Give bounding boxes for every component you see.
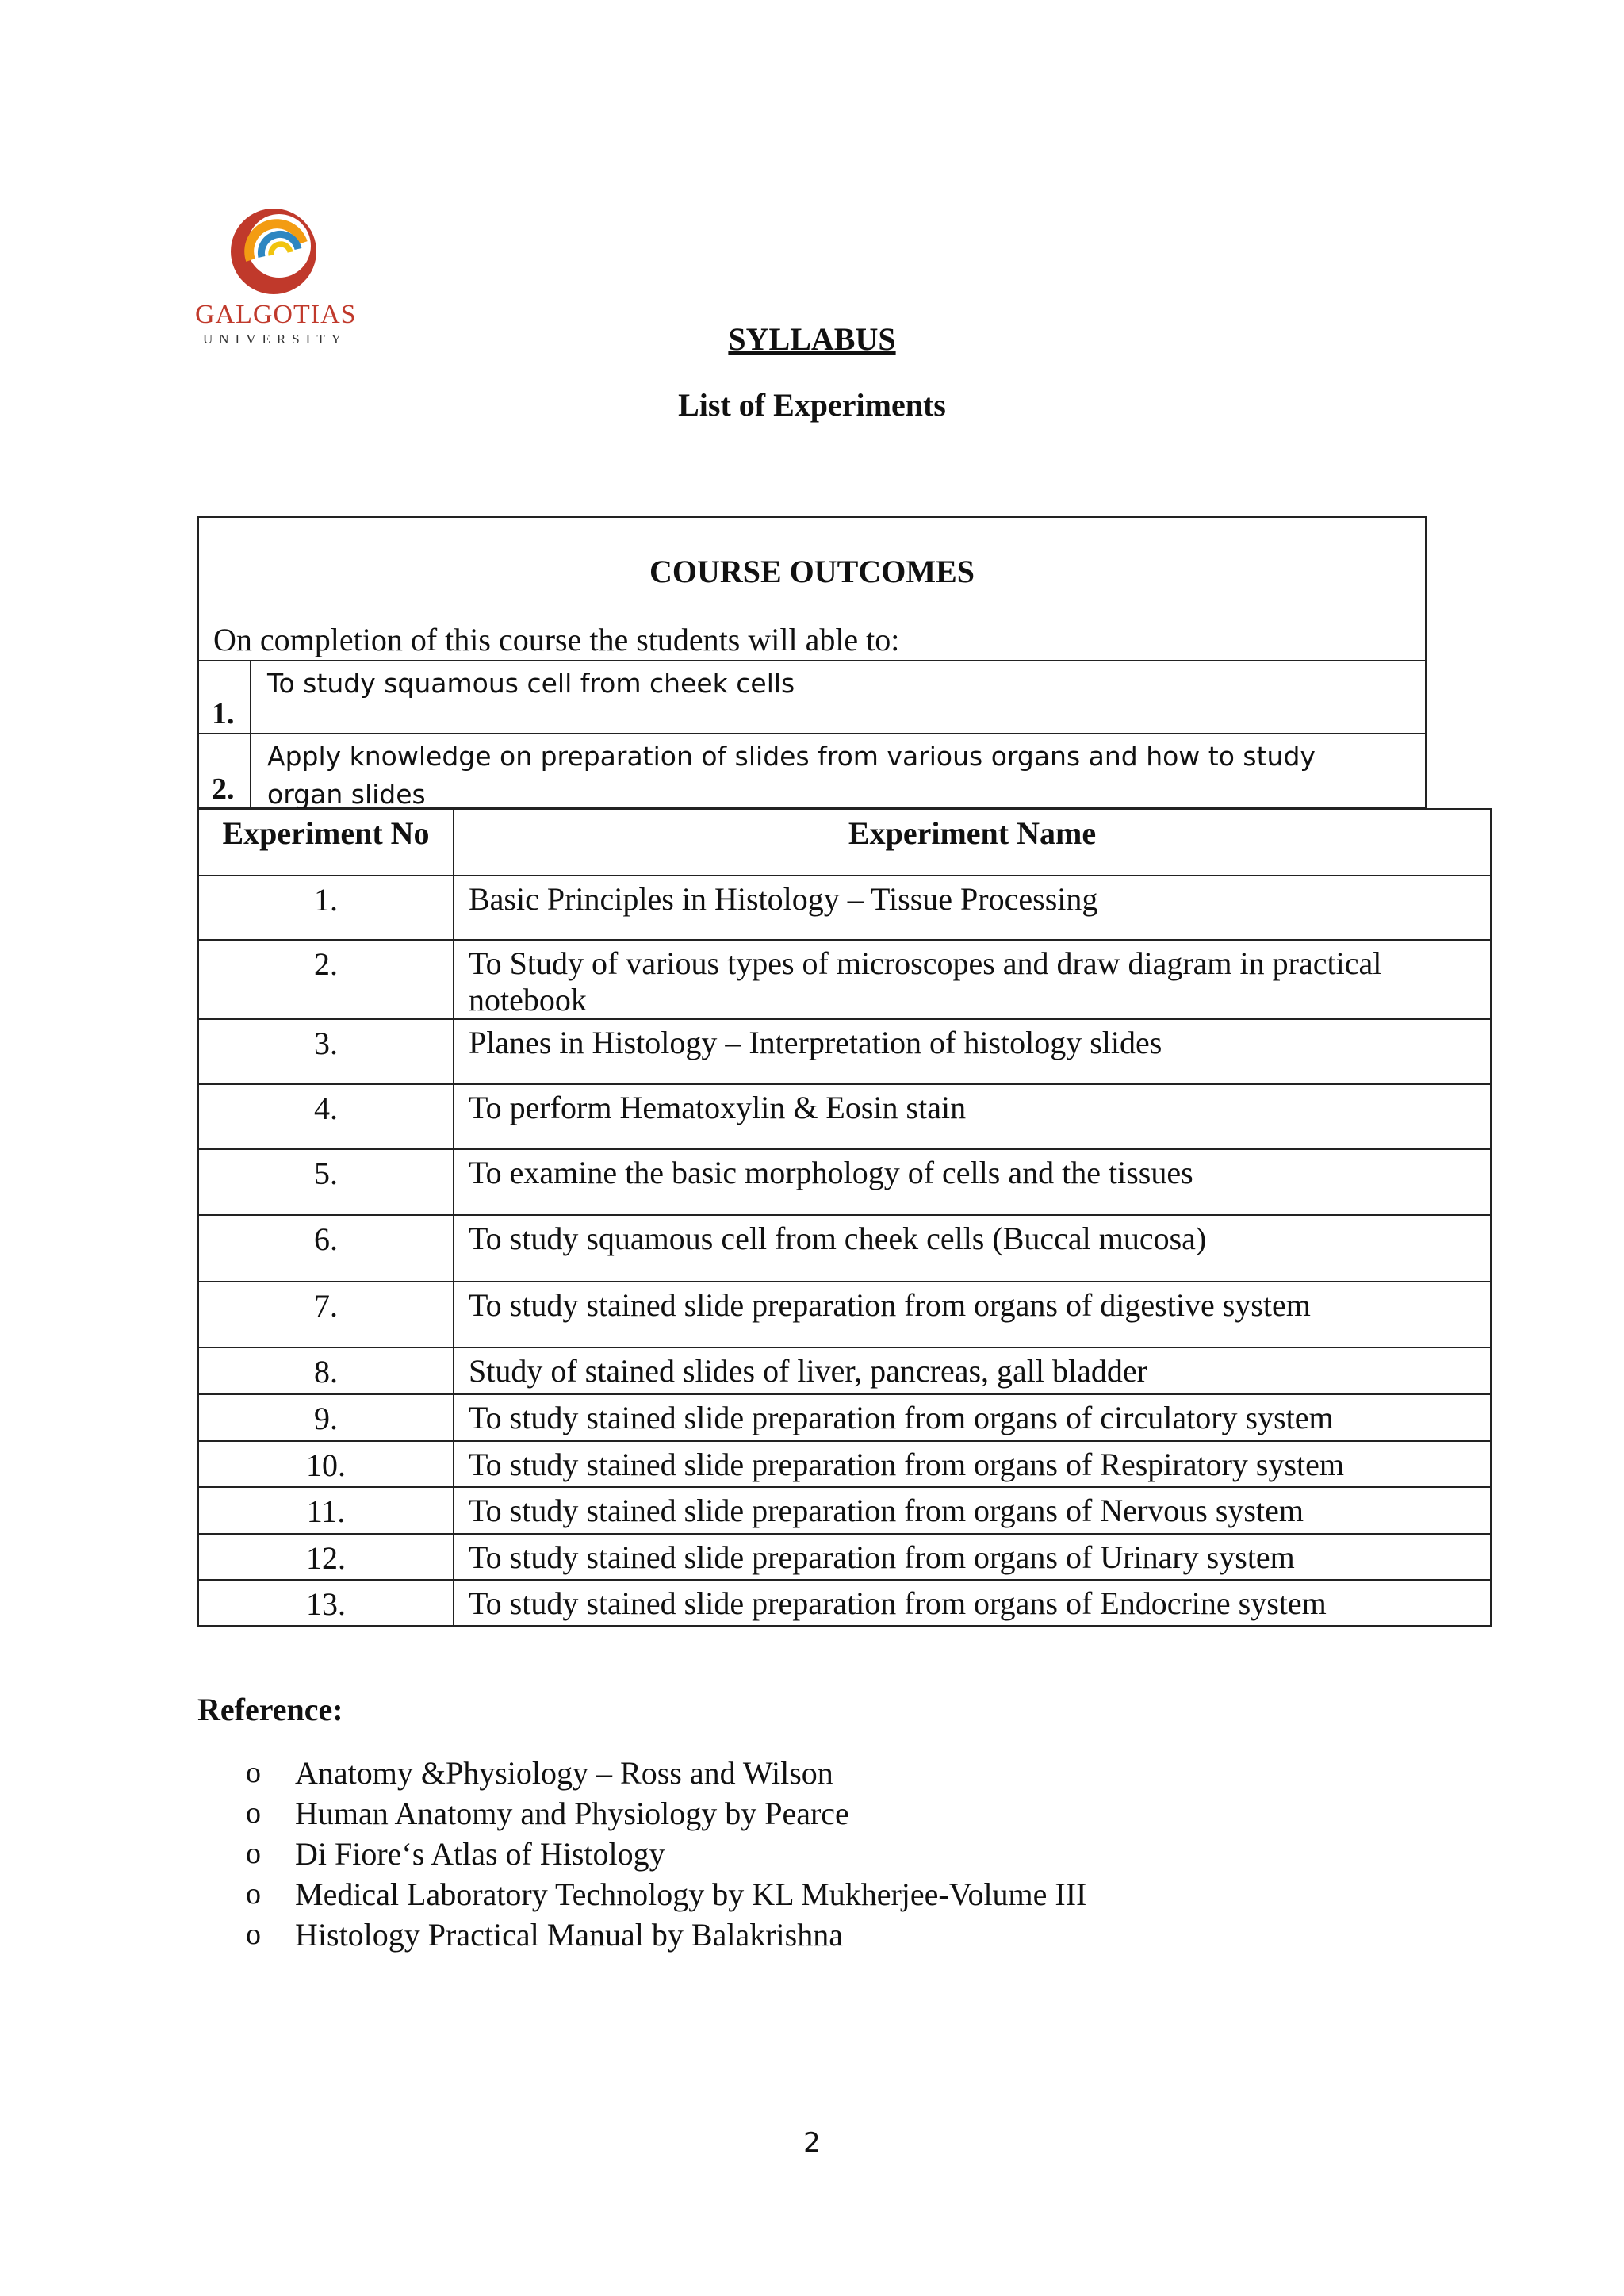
experiment-number: 11.: [198, 1487, 454, 1534]
reference-text: Human Anatomy and Physiology by Pearce: [295, 1796, 849, 1831]
reference-heading: Reference:: [197, 1692, 343, 1727]
experiments-table: [197, 808, 1492, 1627]
experiment-name: To study stained slide preparation from organs of circulatory system: [454, 1394, 1491, 1441]
list-item: [246, 1834, 1086, 1874]
bullet-icon: o: [246, 1756, 261, 1789]
experiment-number: 4.: [198, 1084, 454, 1149]
experiment-name: Planes in Histology – Interpretation of histology slides: [454, 1019, 1491, 1084]
experiment-number: 9.: [198, 1394, 454, 1441]
experiment-name: To study squamous cell from cheek cells (Buccal mucosa): [454, 1215, 1491, 1282]
page-subtitle: List of Experiments: [678, 387, 946, 423]
experiment-number: 2.: [198, 940, 454, 1019]
reference-text: Anatomy &Physiology – Ross and Wilson: [295, 1755, 833, 1791]
bullet-icon: o: [246, 1796, 261, 1830]
table-row: [198, 1534, 1491, 1580]
experiment-number: 3.: [198, 1019, 454, 1084]
experiment-number: 1.: [198, 876, 454, 940]
course-outcome-row: [199, 660, 1425, 733]
experiment-name: To perform Hematoxylin & Eosin stain: [454, 1084, 1491, 1149]
experiment-number: 8.: [198, 1347, 454, 1394]
course-outcomes-intro: On completion of this course the students will able to:: [213, 622, 900, 657]
table-row: [198, 1084, 1491, 1149]
course-outcome-number: 1.: [212, 697, 235, 730]
course-outcomes-box: [197, 516, 1427, 808]
experiment-number: 13.: [198, 1580, 454, 1626]
table-header-row: [198, 809, 1491, 876]
experiment-name: To study stained slide preparation from organs of Endocrine system: [454, 1580, 1491, 1626]
page-number: 2: [803, 2127, 821, 2159]
table-row: [198, 1487, 1491, 1534]
experiment-name: To study stained slide preparation from organs of Urinary system: [454, 1534, 1491, 1580]
table-row: [198, 1019, 1491, 1084]
course-outcome-text: Apply knowledge on preparation of slides from various organs and how to study organ slides: [267, 741, 1316, 810]
list-item: [246, 1874, 1086, 1915]
table-row: [198, 940, 1491, 1019]
table-row: [198, 876, 1491, 940]
reference-list: [246, 1753, 1086, 1955]
column-header-number: Experiment No: [198, 809, 454, 876]
experiment-name: To study stained slide preparation from organs of digestive system: [454, 1282, 1491, 1347]
experiment-name: To study stained slide preparation from organs of Nervous system: [454, 1487, 1491, 1534]
bullet-icon: o: [246, 1918, 261, 1951]
experiment-name: To examine the basic morphology of cells and the tissues: [454, 1149, 1491, 1215]
experiment-number: 5.: [198, 1149, 454, 1215]
column-header-name: Experiment Name: [454, 809, 1491, 876]
course-outcome-row: [199, 733, 1425, 808]
table-row: [198, 1347, 1491, 1394]
reference-text: Histology Practical Manual by Balakrishna: [295, 1917, 843, 1953]
list-item: [246, 1793, 1086, 1834]
experiment-number: 7.: [198, 1282, 454, 1347]
experiment-number: 6.: [198, 1215, 454, 1282]
experiment-name: To study stained slide preparation from organs of Respiratory system: [454, 1441, 1491, 1487]
page-title: SYLLABUS: [728, 321, 896, 357]
list-item: [246, 1753, 1086, 1793]
experiment-number: 12.: [198, 1534, 454, 1580]
table-row: [198, 1580, 1491, 1626]
logo-name: GALGOTIAS: [195, 300, 357, 329]
bullet-icon: o: [246, 1877, 261, 1911]
course-outcomes-title: COURSE OUTCOMES: [649, 554, 975, 589]
reference-text: Di Fiore‘s Atlas of Histology: [295, 1836, 665, 1872]
table-row: [198, 1394, 1491, 1441]
course-outcome-number: 2.: [212, 772, 235, 806]
course-outcome-text: To study squamous cell from cheek cells: [267, 668, 795, 699]
experiment-number: 10.: [198, 1441, 454, 1487]
experiment-name: Study of stained slides of liver, pancreas, gall bladder: [454, 1347, 1491, 1394]
table-row: [198, 1282, 1491, 1347]
table-row: [198, 1149, 1491, 1215]
table-row: [198, 1441, 1491, 1487]
table-row: [198, 1215, 1491, 1282]
logo-swirl-icon: [227, 205, 320, 298]
logo-subtitle: UNIVERSITY: [203, 332, 347, 347]
experiment-name: Basic Principles in Histology – Tissue Processing: [454, 876, 1491, 940]
experiment-name: To Study of various types of microscopes and draw diagram in practical notebook: [454, 940, 1491, 1019]
reference-text: Medical Laboratory Technology by KL Mukherjee-Volume III: [295, 1876, 1087, 1912]
list-item: [246, 1915, 1086, 1955]
bullet-icon: o: [246, 1837, 261, 1870]
